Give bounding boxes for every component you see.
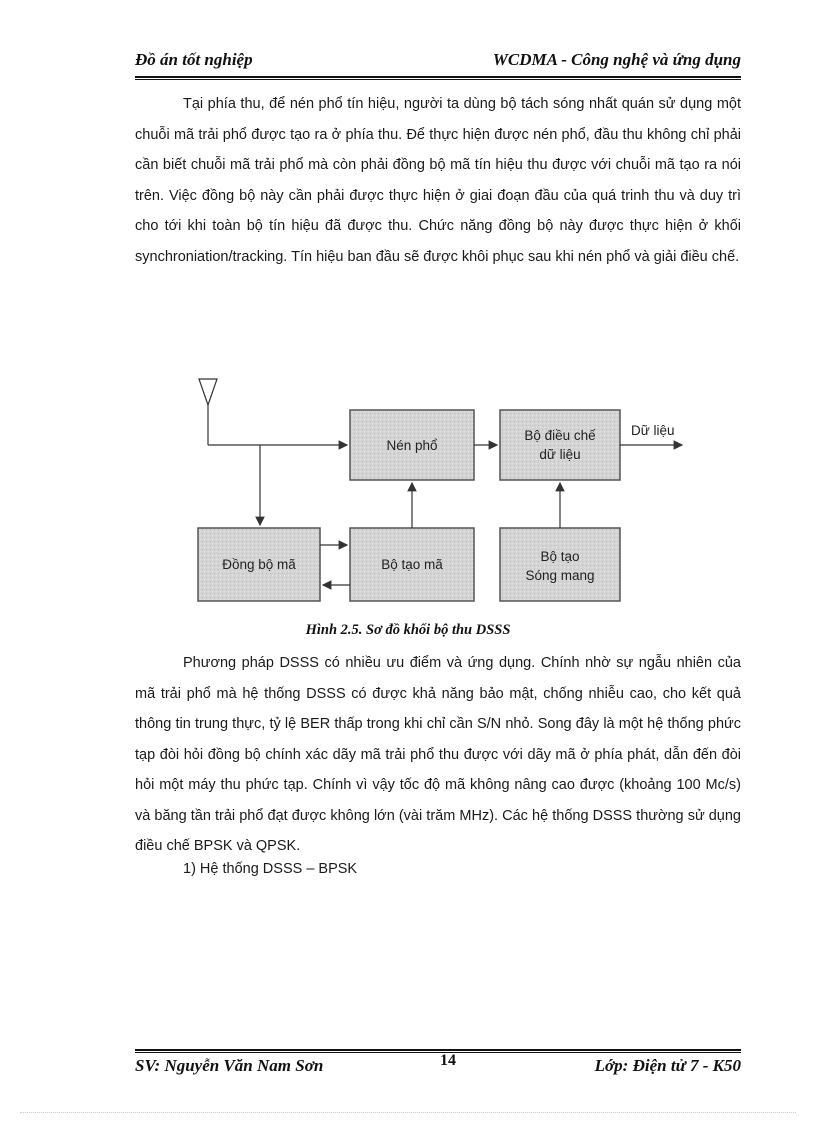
block-bo-tao-song-mang-label-1: Bộ tạo	[540, 549, 580, 564]
block-dong-bo-ma-label: Đồng bộ mã	[222, 557, 296, 572]
page-footer	[135, 1052, 741, 1080]
block-dong-bo-ma	[198, 528, 320, 601]
header-rule-thin	[135, 79, 741, 80]
block-bo-dieu-che-label-1: Bộ điều chế	[524, 428, 596, 443]
antenna-icon	[199, 379, 217, 445]
block-bo-dieu-che-label-2: dữ liệu	[539, 447, 581, 462]
block-nen-pho	[350, 410, 474, 480]
header-rule	[135, 76, 741, 78]
header-right-title: WCDMA - Công nghệ và ứng dụng	[492, 50, 741, 69]
footer-rule	[135, 1049, 741, 1051]
block-nen-pho-label: Nén phổ	[386, 438, 438, 453]
page-bottom-dotted-line	[20, 1112, 796, 1113]
paragraph-receiver-despreading: Tại phía thu, để nén phổ tín hiệu, người ta dùng bộ tách sóng nhất quán sử dụng một chuỗi mã trải phổ được tạo ra ở phía thu. Để thực hiện được nén phổ, đầu thu không chỉ phải cần biết chuỗi mã trải phổ mà còn phải đồng bộ mã tín hiệu thu được với chuỗi mã tạo ra nói trên. Việc đồng bộ này cần phải được thực hiện ở giai đoạn đầu của quá trinh thu và duy trì cho tới khi toàn bộ tín hiệu đã được thu. Chức năng đồng bộ này được thực hiện ở khối synchroniation/tracking. Tín hiệu ban đầu sẽ được khôi phục sau khi nén phổ và giải điều chế.	[135, 96, 741, 265]
list-item-dsss-bpsk: 1) Hệ thống DSSS – BPSK	[183, 861, 358, 877]
block-bo-tao-ma-label: Bộ tạo mã	[381, 557, 443, 572]
output-data-label: Dữ liệu	[631, 423, 675, 438]
figure-caption: Hình 2.5. Sơ đồ khối bộ thu DSSS	[305, 622, 511, 638]
footer-student-name: SV: Nguyễn Văn Nam Sơn	[135, 1056, 324, 1075]
footer-class: Lớp: Điện tử 7 - K50	[594, 1056, 741, 1075]
block-bo-tao-song-mang-label-2: Sóng mang	[525, 568, 595, 583]
page-number: 14	[440, 1052, 456, 1069]
block-bo-tao-song-mang	[500, 528, 620, 601]
paragraph-dsss-advantages: Phương pháp DSSS có nhiều ưu điểm và ứng dụng. Chính nhờ sự ngẫu nhiên của mã trải phổ mà hệ thống DSSS có được khả năng bảo mật, chống nhiễu cao, cho kết quả thông tin trung thực, tỷ lệ BER thấp trong khi chỉ cần S/N nhỏ. Song đây là một hệ thống phức tạp đòi hỏi đồng bộ chính xác dãy mã trải phổ thu được với dãy mã ở phía phát, dẫn đến đòi hỏi một máy thu phức tạp. Chính vì vậy tốc độ mã không nâng cao được (khoảng 100 Mc/s) và băng tần trải phổ đạt được không lớn (vài trăm MHz). Các hệ thống DSSS thường sử dụng điều chế BPSK và QPSK.	[135, 655, 741, 854]
page-header	[135, 50, 741, 74]
block-bo-dieu-che	[500, 410, 620, 480]
dsss-receiver-block-diagram	[190, 373, 690, 605]
footer-rule-thin	[135, 1052, 741, 1053]
header-left-title: Đồ án tốt nghiệp	[135, 50, 253, 69]
block-bo-tao-ma	[350, 528, 474, 601]
